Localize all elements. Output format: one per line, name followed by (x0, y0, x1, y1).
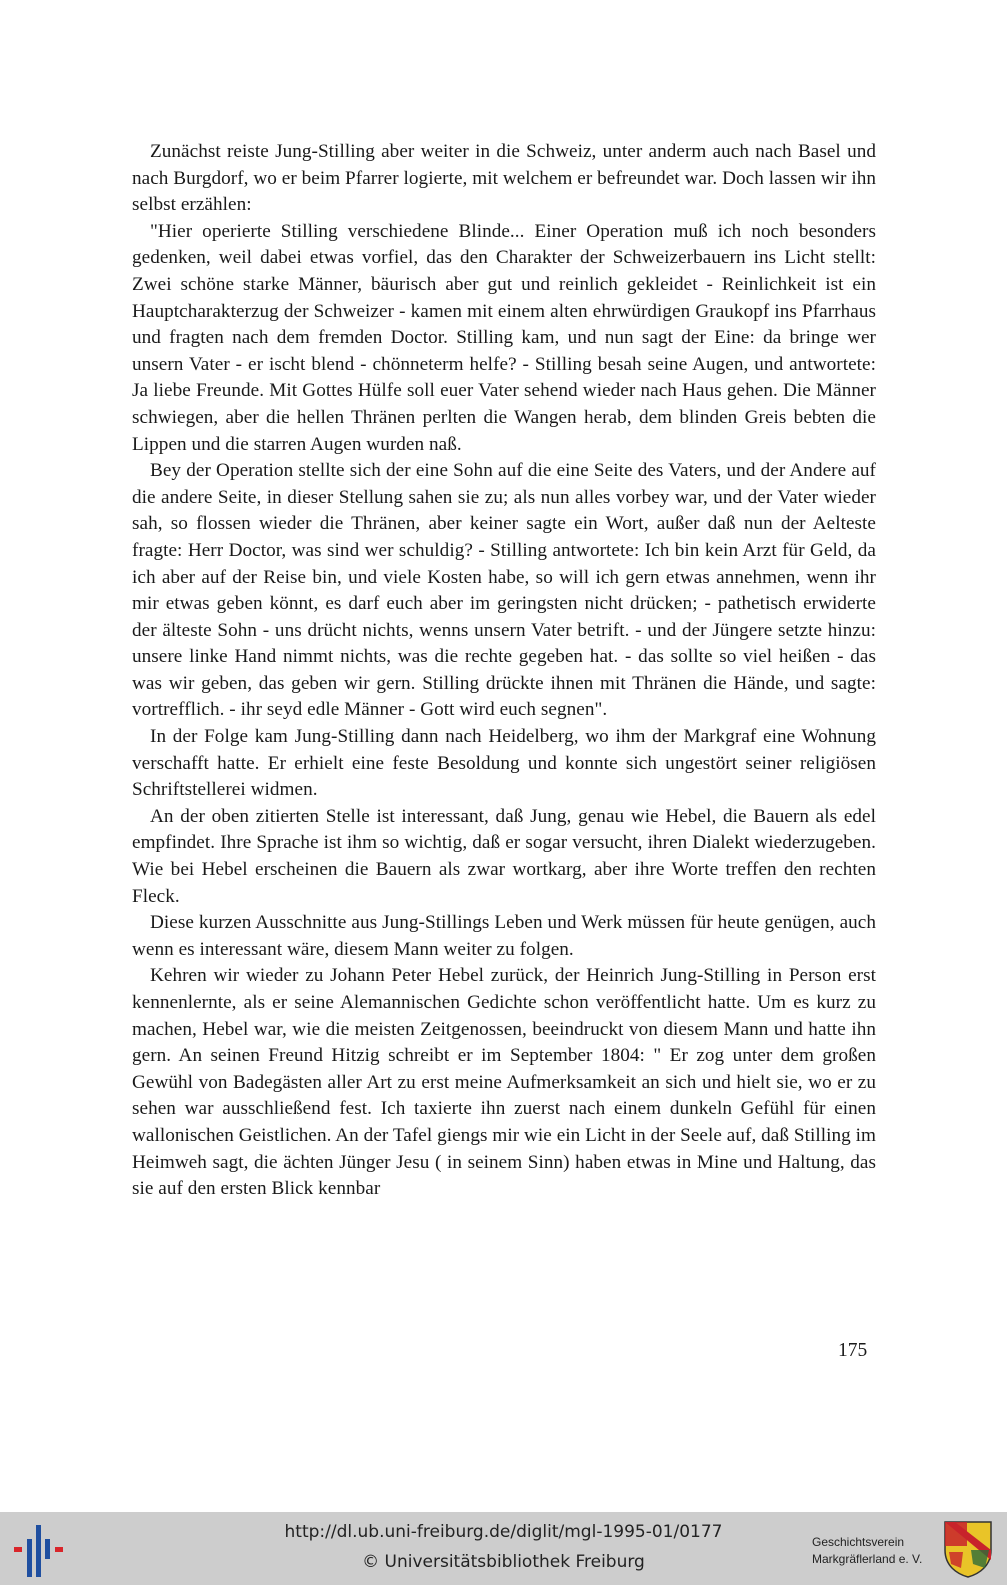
society-name-line-2: Markgräflerland e. V. (812, 1552, 923, 1566)
paragraph-1: Zunächst reiste Jung-Stilling aber weiter in die Schweiz, unter anderm auch nach Basel und nach Burgdorf, wo er beim Pfarrer logierte, mit welchem er befreundet war. Doch lassen wir ihn selbst erzählen: (132, 141, 876, 216)
society-name-line-1: Geschichtsverein (812, 1535, 905, 1549)
permalink-url[interactable]: http://dl.ub.uni-freiburg.de/diglit/mgl-1995-01/0177 (284, 1522, 723, 1542)
paragraph-6: Diese kurzen Ausschnitte aus Jung-Stillings Leben und Werk müssen für heute genügen, auch wenn es interessant wäre, diesem Mann weiter zu folgen. (132, 912, 876, 960)
society-name (812, 1534, 942, 1568)
coat-of-arms-icon (943, 1520, 993, 1578)
paragraph-7: Kehren wir wieder zu Johann Peter Hebel zurück, der Heinrich Jung-Stilling in Person erst kennenlernte, als er seine Alemannischen Gedichte schon veröffentlicht hatte. Um es kurz zu machen, Hebel war, wie die meisten Zeitgenossen, beeindruckt von diesem Mann und hatte ihn gern. An seinen Freund Hitzig schreibt er im September 1804: " Er zog unter dem großen Gewühl von Badegästen aller Art zu erst meine Aufmerksamkeit an sich und hielt sie, wo er zu sehen war ausschließend fest. Ich taxierte ihn zuerst nach einem dunkeln Gefühl für einen wallonischen Geistlichen. An der Tafel giengs mir wie ein Licht in der Seele auf, daß Stilling im Heimweh sagt, die ächten Jünger Jesu ( in seinem Sinn) haben etwas in Mine und Haltung, das sie auf den ersten Blick kennbar (132, 965, 876, 1200)
paragraph-5: An der oben zitierten Stelle ist interessant, daß Jung, genau wie Hebel, die Bauern als edel empfindet. Ihre Sprache ist ihm so wichtig, daß er sogar versucht, ihren Dialekt wiederzugeben. Wie bei Hebel erscheinen die Bauern als zwar wortkarg, aber ihre Worte treffen den rechten Fleck. (132, 805, 876, 907)
page-number: 175 (838, 1340, 868, 1361)
paragraph-4: In der Folge kam Jung-Stilling dann nach Heidelberg, wo ihm der Markgraf eine Wohnung verschafft hatte. Er erhielt eine feste Besoldung und konnte sich ungestört seiner religiösen Schriftstellerei widmen. (132, 726, 876, 801)
copyright-text: © Universitätsbibliothek Freiburg (362, 1552, 645, 1572)
viewer-footer (0, 1512, 1007, 1585)
page-body (132, 139, 876, 1203)
paragraph-3: Bey der Operation stellte sich der eine Sohn auf die eine Seite des Vaters, und der Andere auf die andere Seite, in dieser Stellung sahen sie zu; als nun alles vorbey war, und der Vater wieder sah, so flossen wieder die Thränen, aber keiner sagte ein Wort, außer daß nun der Aelteste fragte: Herr Doctor, was sind wer schuldig? - Stilling antwortete: Ich bin kein Arzt für Geld, da ich aber auf der Reise bin, und viele Kosten habe, so will ich gern etwas annehmen, wenn ihr mir etwas geben könnt, es darf euch aber im geringsten nicht drücken; - pathetisch erwiderte der älteste Sohn - uns drücht nichts, wenns unsern Vater betrift. - und der Jüngere setzte hinzu: unsere linke Hand nimmt nichts, was die rechte gegeben hat. - das sollte so viel heißen - das was wir geben, das geben wir gern. Stilling drückte ihnen mit Thränen die Hände, und sagte: vortrefflich. - ihr seyd edle Männer - Gott wird euch segnen". (132, 460, 876, 721)
paragraph-2: "Hier operierte Stilling verschiedene Blinde... Einer Operation muß ich noch besonders gedenken, weil dabei etwas vorfiel, das den Charakter der Schweizerbauern ins Licht stellt: Zwei schöne starke Männer, bäurisch aber gut und reinlich gekleidet - Reinlichkeit ist ein Hauptcharakterzug der Schweizer - kamen mit einem alten ehrwürdigen Graukopf ins Pfarrhaus und fragten nach dem fremden Doctor. Stilling kam, und nun sagt der Eine: da bringe wer unsern Vater - er ischt blend - chönneterm helfe? - Stilling besah seine Augen, und antwortete: Ja liebe Freunde. Mit Gottes Hülfe soll euer Vater sehend wieder nach Haus gehen. Die Männer schwiegen, aber die hellen Thränen perlten die Wangen herab, dem blinden Greis bebten die Lippen und die starren Augen wurden naß. (132, 220, 876, 455)
